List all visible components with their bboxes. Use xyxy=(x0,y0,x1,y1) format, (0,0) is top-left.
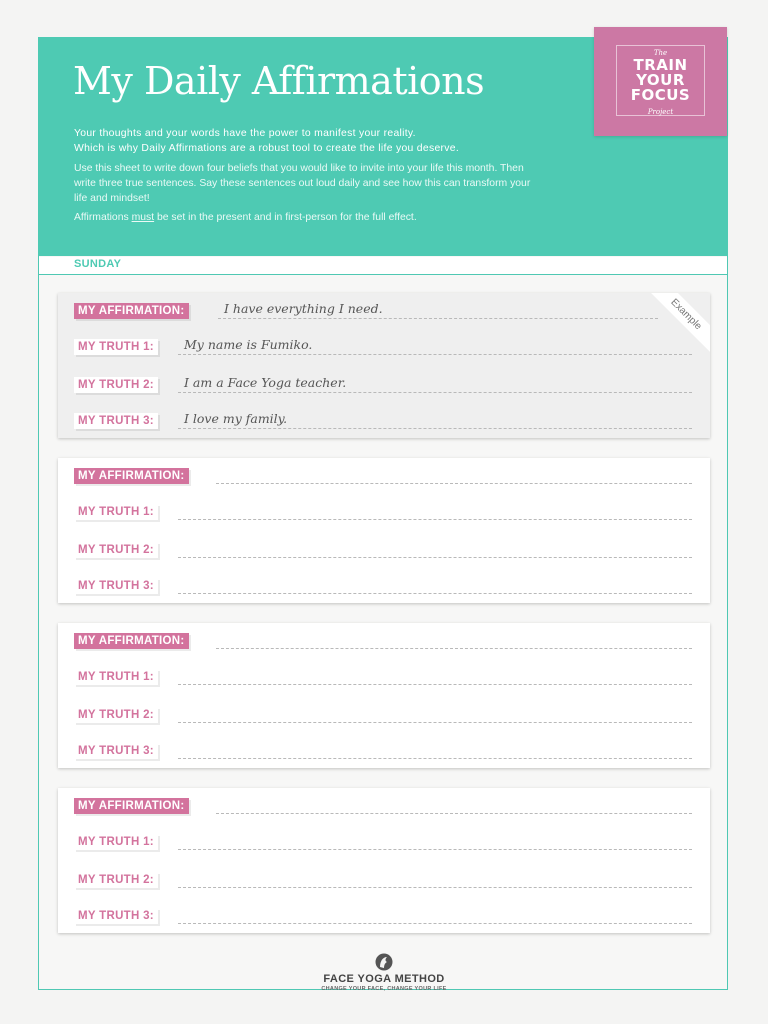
affirmation-row xyxy=(58,468,710,488)
note-prefix: Affirmations xyxy=(74,212,132,223)
note-emphasis: must xyxy=(131,212,155,223)
truth-3-line xyxy=(178,411,692,429)
affirmation-input-line[interactable] xyxy=(216,483,692,484)
truth-row-2 xyxy=(58,872,710,892)
badge-border xyxy=(616,45,705,116)
truth-1-label: MY TRUTH 1: xyxy=(74,834,158,850)
face-logo-icon xyxy=(374,952,394,972)
truth-3-input-line[interactable] xyxy=(178,758,692,759)
example-truth-1-text: My name is Fumiko. xyxy=(184,337,313,352)
affirmation-row xyxy=(58,798,710,818)
badge-line-1: TRAIN xyxy=(633,56,688,74)
truth-3-input-line[interactable] xyxy=(178,593,692,594)
truth-1-label: MY TRUTH 1: xyxy=(74,339,158,355)
truth-row-1 xyxy=(58,339,710,359)
badge-line-3: FOCUS xyxy=(630,86,691,104)
page-title: My Daily Affirmations xyxy=(73,59,485,103)
truth-row-2 xyxy=(58,542,710,562)
day-label: SUNDAY xyxy=(74,258,122,270)
truth-2-input-line[interactable] xyxy=(178,557,692,558)
affirmation-input-line[interactable] xyxy=(216,648,692,649)
truth-2-line xyxy=(178,375,692,393)
footer-brand-name: FACE YOGA METHOD xyxy=(323,973,445,985)
lead-text xyxy=(74,126,554,156)
truth-1-label: MY TRUTH 1: xyxy=(74,669,158,685)
instructions-text: Use this sheet to write down four beliefs that you would like to invite into your life this month. Then write three true sentences. Say these sentences out loud daily and see how this can transform your life and mindset! xyxy=(74,163,531,204)
footer-rule-right xyxy=(480,989,727,990)
footer-tagline: CHANGE YOUR FACE, CHANGE YOUR LIFE xyxy=(321,986,447,992)
train-your-focus-badge xyxy=(594,27,727,136)
truth-row-2 xyxy=(58,707,710,727)
footer-rule-left xyxy=(39,989,288,990)
lead-line-1: Your thoughts and your words have the power to manifest your reality. xyxy=(74,128,416,139)
truth-row-3 xyxy=(58,413,710,433)
affirmation-row xyxy=(58,303,710,323)
truth-row-3 xyxy=(58,908,710,928)
truth-2-input-line[interactable] xyxy=(178,722,692,723)
truth-1-input-line[interactable] xyxy=(178,519,692,520)
lead-line-2: Which is why Daily Affirmations are a robust tool to create the life you deserve. xyxy=(74,143,460,154)
example-card xyxy=(58,293,710,438)
truth-3-label: MY TRUTH 3: xyxy=(74,908,158,924)
affirmation-label: MY AFFIRMATION: xyxy=(74,633,189,649)
affirmation-label: MY AFFIRMATION: xyxy=(74,798,189,814)
truth-2-label: MY TRUTH 2: xyxy=(74,707,158,723)
badge-line-2: YOUR xyxy=(636,71,685,89)
truth-2-input-line[interactable] xyxy=(178,887,692,888)
footer-brand xyxy=(288,952,480,992)
badge-title xyxy=(617,58,704,103)
affirmation-input-line[interactable] xyxy=(216,813,692,814)
affirmation-card-3 xyxy=(58,788,710,933)
affirmation-row xyxy=(58,633,710,653)
badge-project: Project xyxy=(647,108,674,116)
truth-1-line xyxy=(178,337,692,355)
truth-2-label: MY TRUTH 2: xyxy=(74,542,158,558)
example-truth-3-text: I love my family. xyxy=(184,411,288,426)
affirmation-line xyxy=(218,301,658,319)
affirmation-card-2 xyxy=(58,623,710,768)
truth-row-1 xyxy=(58,834,710,854)
truth-3-input-line[interactable] xyxy=(178,923,692,924)
example-ribbon: Example xyxy=(645,293,710,355)
note-suffix: be set in the present and in first-person for the full effect. xyxy=(154,212,417,223)
truth-row-2 xyxy=(58,377,710,397)
truth-row-3 xyxy=(58,743,710,763)
truth-1-input-line[interactable] xyxy=(178,684,692,685)
truth-2-label: MY TRUTH 2: xyxy=(74,377,158,393)
truth-3-label: MY TRUTH 3: xyxy=(74,413,158,429)
truth-3-label: MY TRUTH 3: xyxy=(74,743,158,759)
truth-1-input-line[interactable] xyxy=(178,849,692,850)
truth-row-1 xyxy=(58,504,710,524)
example-truth-2-text: I am a Face Yoga teacher. xyxy=(184,375,347,390)
truth-row-3 xyxy=(58,578,710,598)
truth-row-1 xyxy=(58,669,710,689)
day-band xyxy=(39,257,727,275)
affirmation-note xyxy=(74,210,417,225)
affirmation-label: MY AFFIRMATION: xyxy=(74,303,189,319)
example-affirmation-text: I have everything I need. xyxy=(224,301,383,316)
affirmation-label: MY AFFIRMATION: xyxy=(74,468,189,484)
badge-the: The xyxy=(653,49,668,57)
truth-2-label: MY TRUTH 2: xyxy=(74,872,158,888)
truth-1-label: MY TRUTH 1: xyxy=(74,504,158,520)
truth-3-label: MY TRUTH 3: xyxy=(74,578,158,594)
affirmation-card-1 xyxy=(58,458,710,603)
